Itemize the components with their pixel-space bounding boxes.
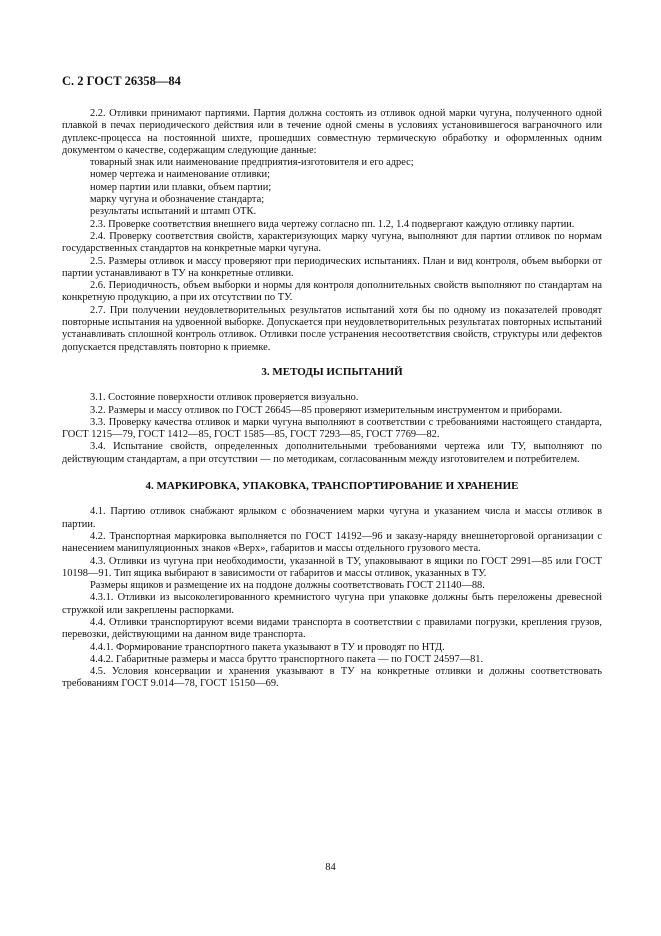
paragraph-2-5: 2.5. Размеры отливок и массу проверяют при периодических испытаниях. План и вид контроля, объем выборки от партии устанавливают в ТУ на конкретные отливки. bbox=[62, 255, 602, 279]
page-header: С. 2 ГОСТ 26358—84 bbox=[62, 74, 181, 88]
paragraph-4-3: 4.3. Отливки из чугуна при необходимости, указанной в ТУ, упаковывают в ящики по ГОСТ 2991—85 или ГОСТ 10198—91. Тип ящика выбирают в зависимости от габаритов и массы отливок, указанных в ТУ. bbox=[62, 555, 602, 579]
paragraph-2-2: 2.2. Отливки принимают партиями. Партия должна состоять из отливок одной марки чугуна, полученного одной плавкой в печах периодического действия или в течение одной смены в условиях установившегося ваграночного или дуплекс-процесса на постоянной шихте, прошедших совместную термическую обработку и оформленных одним документом о качестве, содержащим следующие данные: bbox=[62, 108, 602, 156]
paragraph-4-3-1: 4.3.1. Отливки из высоколегированного кремнистого чугуна при упаковке должны быть переложены древесной стружкой или закреплены распорками. bbox=[62, 592, 602, 616]
list-item: номер партии или плавки, объем партии; bbox=[90, 181, 272, 193]
paragraph-4-5: 4.5. Условия консервации и хранения указывают в ТУ на конкретные отливки и должны соответствовать требованиям ГОСТ 9.014—78, ГОСТ 15150—69. bbox=[62, 666, 602, 690]
section-heading-4: 4. МАРКИРОВКА, УПАКОВКА, ТРАНСПОРТИРОВАНИЕ И ХРАНЕНИЕ bbox=[145, 480, 519, 493]
paragraph-4-4: 4.4. Отливки транспортируют всеми видами транспорта в соответствии с правилами погрузки, крепления грузов, перевозки, действующими на данном виде транспорта. bbox=[62, 616, 602, 641]
document-body bbox=[62, 108, 602, 691]
paragraph-3-2: 3.2. Размеры и массу отливок по ГОСТ 26645—85 проверяют измерительным инструментом и приборами. bbox=[90, 404, 563, 416]
list-item: номер чертежа и наименование отливки; bbox=[90, 169, 271, 181]
paragraph-2-6: 2.6. Периодичность, объем выборки и нормы для контроля дополнительных свойств выполняют по стандартам на конкретную продукцию, а при их отсутствии по ТУ. bbox=[62, 280, 602, 304]
paragraph-4-4-2: 4.4.2. Габаритные размеры и масса брутто транспортного пакета — по ГОСТ 24597—81. bbox=[90, 653, 484, 665]
paragraph-4-2: 4.2. Транспортная маркировка выполняется по ГОСТ 14192—96 и заказу-наряду внешнеторговой организации с нанесением манипуляционных знаков «Верх», габаритов и массы отдельного грузового места. bbox=[62, 530, 602, 555]
paragraph-2-3: 2.3. Проверке соответствия внешнего вида чертежу согласно пп. 1.2, 1.4 подвергают каждую отливку партии. bbox=[90, 218, 575, 230]
paragraph-4-1: 4.1. Партию отливок снабжают ярлыком с обозначением марки чугуна и указанием числа и массы отливок в партии. bbox=[62, 506, 602, 530]
paragraph-3-4: 3.4. Испытание свойств, определенных дополнительными требованиями чертежа или ТУ, выполняют по действующим стандартам, а при отсутствии — по методикам, согласованным между изготовителем и потребителем. bbox=[62, 441, 602, 465]
paragraph-2-7: 2.7. При получении неудовлетворительных результатов испытаний хотя бы по одному из показателей проводят повторные испытания на удвоенной выборке. Допускается при неудовлетворительных результатах повторных испытаний устанавливать сплошной контроль отливок. Отливки после устранения несоответствия свойств, структуры или дефектов допускается представлять повторно к приемке. bbox=[62, 304, 602, 353]
paragraph-2-4: 2.4. Проверку соответствия свойств, характеризующих марку чугуна, выполняют для партии отливок по нормам государственных стандартов на конкретные марки чугуна. bbox=[62, 230, 602, 255]
paragraph-3-1: 3.1. Состояние поверхности отливок проверяется визуально. bbox=[90, 392, 359, 404]
paragraph-4-3-note: Размеры ящиков и размещение их на поддоне должны соответствовать ГОСТ 21140—88. bbox=[90, 580, 485, 592]
paragraph-4-4-1: 4.4.1. Формирование транспортного пакета указывают в ТУ и проводят по НТД. bbox=[90, 641, 445, 653]
section-heading-3: 3. МЕТОДЫ ИСПЫТАНИЙ bbox=[261, 365, 403, 378]
list-item: товарный знак или наименование предприятия-изготовителя и его адрес; bbox=[90, 157, 414, 169]
paragraph-3-3: 3.3. Проверку качества отливок и марки чугуна выполняют в соответствии с требованиями настоящего стандарта, ГОСТ 1215—79, ГОСТ 1412—85, ГОСТ 1585—85, ГОСТ 7293—85, ГОСТ 7769—82. bbox=[62, 416, 602, 441]
page-number: 84 bbox=[325, 862, 336, 873]
list-item: марку чугуна и обозначение стандарта; bbox=[90, 194, 265, 206]
list-item: результаты испытаний и штамп ОТК. bbox=[90, 206, 257, 218]
